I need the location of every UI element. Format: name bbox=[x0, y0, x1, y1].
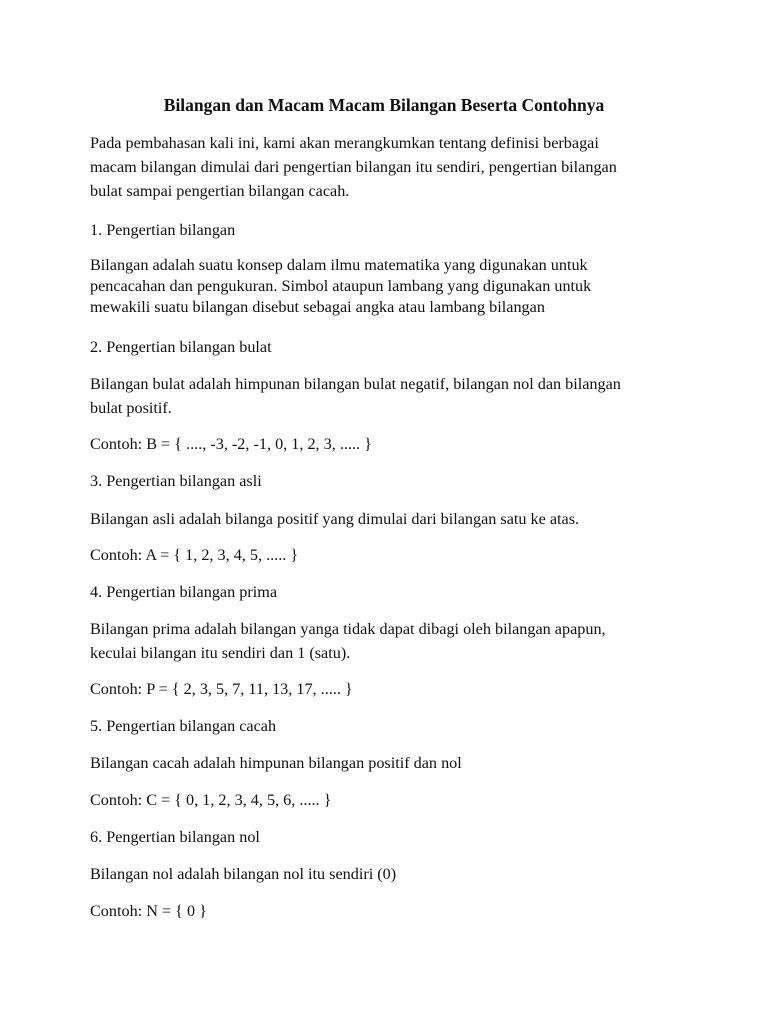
body-line: bulat positif. bbox=[90, 399, 172, 417]
section-body-bilangan-cacah bbox=[90, 751, 690, 775]
section-body-bilangan-asli bbox=[90, 507, 690, 531]
intro-line: Pada pembahasan kali ini, kami akan merangkumkan tentang definisi berbagai bbox=[90, 134, 599, 152]
example-bilangan-prima: Contoh: P = { 2, 3, 5, 7, 11, 13, 17, ..... } bbox=[90, 680, 353, 698]
intro-paragraph bbox=[90, 131, 690, 203]
example-bilangan-bulat: Contoh: B = { ...., -3, -2, -1, 0, 1, 2, 3, ..... } bbox=[90, 435, 372, 453]
body-line: Bilangan prima adalah bilangan yanga tidak dapat dibagi oleh bilangan apapun, bbox=[90, 620, 606, 638]
section-body-bilangan-prima bbox=[90, 617, 690, 665]
section-body-bilangan-bulat bbox=[90, 372, 690, 420]
body-line: mewakili suatu bilangan disebut sebagai angka atau lambang bilangan bbox=[90, 298, 545, 316]
document-title: Bilangan dan Macam Macam Bilangan Beserta Contohnya bbox=[163, 95, 605, 115]
body-line: Bilangan adalah suatu konsep dalam ilmu matematika yang digunakan untuk bbox=[90, 256, 588, 274]
section-body-bilangan-nol bbox=[90, 862, 690, 886]
example-bilangan-cacah: Contoh: C = { 0, 1, 2, 3, 4, 5, 6, ..... } bbox=[90, 791, 332, 809]
example-bilangan-nol: Contoh: N = { 0 } bbox=[90, 902, 207, 920]
section-heading-bilangan-bulat: 2. Pengertian bilangan bulat bbox=[90, 338, 272, 356]
body-line: Bilangan cacah adalah himpunan bilangan positif dan nol bbox=[90, 754, 462, 772]
body-line: keculai bilangan itu sendiri dan 1 (satu). bbox=[90, 644, 351, 662]
section-heading-bilangan-asli: 3. Pengertian bilangan asli bbox=[90, 472, 262, 490]
intro-line: bulat sampai pengertian bilangan cacah. bbox=[90, 182, 350, 200]
section-heading-bilangan: 1. Pengertian bilangan bbox=[90, 221, 236, 239]
example-bilangan-asli: Contoh: A = { 1, 2, 3, 4, 5, ..... } bbox=[90, 546, 299, 564]
section-body-bilangan bbox=[90, 255, 690, 318]
body-line: Bilangan asli adalah bilanga positif yang dimulai dari bilangan satu ke atas. bbox=[90, 510, 580, 528]
intro-line: macam bilangan dimulai dari pengertian bilangan itu sendiri, pengertian bilangan bbox=[90, 158, 617, 176]
body-line: Bilangan nol adalah bilangan nol itu sendiri (0) bbox=[90, 865, 397, 883]
section-heading-bilangan-nol: 6. Pengertian bilangan nol bbox=[90, 828, 260, 846]
body-line: Bilangan bulat adalah himpunan bilangan bulat negatif, bilangan nol dan bilangan bbox=[90, 375, 621, 393]
body-line: pencacahan dan pengukuran. Simbol ataupun lambang yang digunakan untuk bbox=[90, 277, 592, 295]
section-heading-bilangan-cacah: 5. Pengertian bilangan cacah bbox=[90, 717, 277, 735]
section-heading-bilangan-prima: 4. Pengertian bilangan prima bbox=[90, 583, 278, 601]
